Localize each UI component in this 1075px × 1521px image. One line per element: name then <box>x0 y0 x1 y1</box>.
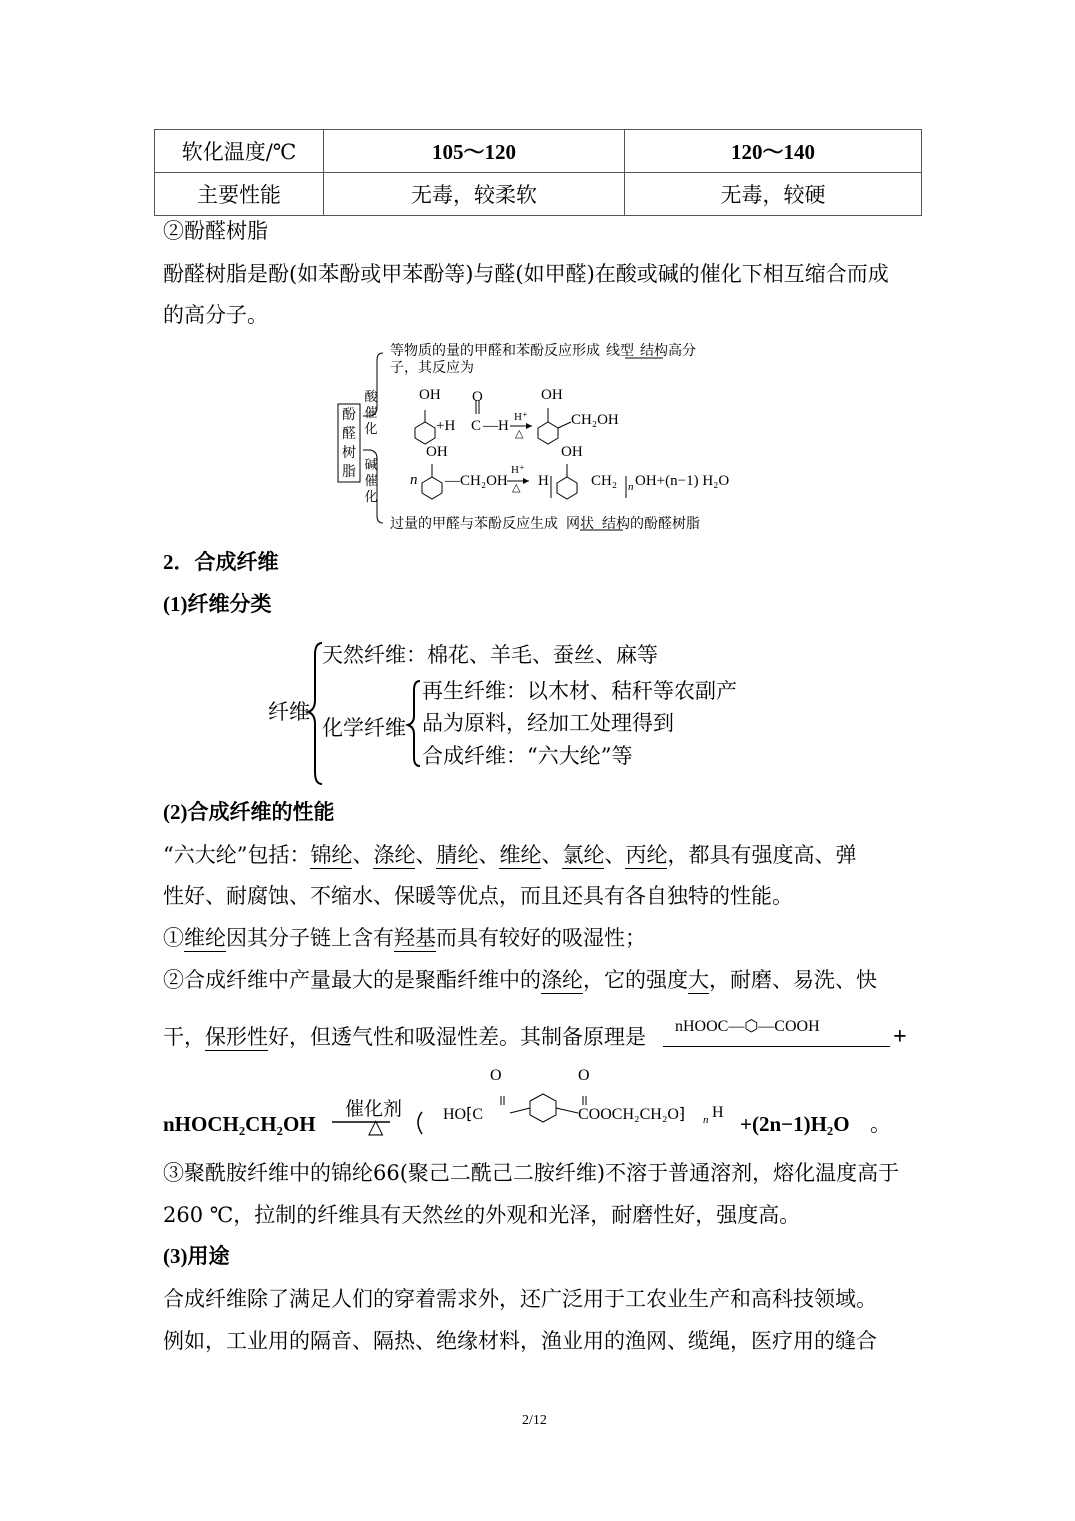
plus-sign: + <box>893 1024 907 1050</box>
fiber-name: 维纶 <box>499 843 542 867</box>
o-label: O <box>472 389 483 405</box>
answer-blank: 保形性 <box>205 1025 268 1049</box>
h-end-label: —H <box>483 418 509 434</box>
table-cell: 120～140 <box>625 130 922 173</box>
tree-root: 纤维 <box>268 700 310 724</box>
oh-label: OH <box>426 444 448 460</box>
phenolic-heading: ②酚醛树脂 <box>163 219 268 243</box>
oh-water-label: OH+(n−1) H₂O <box>635 473 730 489</box>
diagram-top-text-line2: 子，其反应为 <box>390 360 474 376</box>
carbonyl-o-left: O <box>490 1067 502 1084</box>
tree-synthetic: 合成纤维：“六大纶”等 <box>422 744 633 768</box>
props-heading: (2)合成纤维的性能 <box>163 800 335 824</box>
point-2 <box>163 968 877 992</box>
table-row <box>155 130 922 173</box>
diagram-vertical-label <box>342 406 356 482</box>
catalyst-label: H⁺ <box>511 464 525 476</box>
diagram-bottom-text <box>390 516 700 532</box>
text-segment: 结构高分 <box>640 343 696 359</box>
point-2-cont <box>163 1025 646 1049</box>
text-segment: 干， <box>163 1025 205 1049</box>
ch2-label: CH₂ <box>591 473 618 489</box>
text-segment: 过量的甲醛与苯酚反应生成 <box>390 516 558 532</box>
table-cell: 无毒，较柔软 <box>324 173 625 216</box>
eq-catalyst: 催化剂 <box>345 1098 403 1120</box>
label-char: 树 <box>342 445 356 461</box>
n-subscript: n <box>628 481 634 493</box>
phenolic-para-line1: 酚醛树脂是酚(如苯酚或甲苯酚等)与醛(如甲醛)在酸或碱的催化下相互缩合而成 <box>163 262 889 286</box>
tree-regen-line1: 再生纤维：以木材、秸秆等农副产 <box>422 679 737 703</box>
carbonyl-o-right: O <box>578 1067 590 1084</box>
phenolic-para-line2: 的高分子。 <box>163 303 268 327</box>
text-segment: ，耐磨、易洗、快 <box>709 968 877 992</box>
props-line2: 性好、耐腐蚀、不缩水、保暖等优点，而且还具有各自独特的性能。 <box>163 884 793 908</box>
label-char: 碱 <box>364 458 378 473</box>
fiber-name: 锦纶 <box>310 843 353 867</box>
fiber-name: 氯纶 <box>562 843 605 867</box>
diagram-top-text <box>390 343 696 359</box>
text-segment: 好，但透气性和吸湿性差。其制备原理是 <box>268 1025 646 1049</box>
eq-end: 。 <box>870 1112 891 1136</box>
properties-table <box>154 129 922 216</box>
oh-label: OH <box>541 387 563 403</box>
plus-h-label: +H <box>436 418 456 434</box>
label-char: 酸 <box>364 390 378 405</box>
oh-label: OH <box>419 387 441 403</box>
text-segment: 等物质的量的甲醛和苯酚反应形成 <box>390 343 600 359</box>
text-segment: 结构的酚醛树脂 <box>602 516 700 532</box>
text-segment: 因其分子链上含有 <box>226 926 394 950</box>
page-number: 2/12 <box>522 1413 547 1428</box>
answer-blank: 网状 <box>566 516 594 532</box>
h-label: H <box>538 473 549 489</box>
phenolic-resin-diagram <box>335 338 755 538</box>
text-segment: ②合成纤维中产量最大的是聚酯纤维中的 <box>163 968 541 992</box>
text-segment: 而具有较好的吸湿性； <box>436 926 646 950</box>
c-label: C <box>471 418 482 434</box>
table-cell: 105～120 <box>324 130 625 173</box>
ch2oh-label: —CH₂OH <box>445 473 508 489</box>
product-h: H <box>712 1104 724 1121</box>
uses-line2: 例如，工业用的隔音、隔热、绝缘材料，渔业用的渔网、缆绳，医疗用的缝合 <box>163 1329 877 1353</box>
label-char: 脂 <box>342 464 356 480</box>
text-segment: ① <box>163 926 184 950</box>
uses-heading: (3)用途 <box>163 1244 230 1268</box>
classify-heading: (1)纤维分类 <box>163 592 272 616</box>
delta-label: △ <box>512 482 521 494</box>
label-char: 酚 <box>342 407 356 423</box>
tree-natural: 天然纤维：棉花、羊毛、蚕丝、麻等 <box>322 643 658 667</box>
reactant-2: nHOCH₂CH₂OH <box>163 1112 316 1136</box>
oh-label: OH <box>561 444 583 460</box>
fiber-name: 腈纶 <box>436 843 479 867</box>
table-row <box>155 173 922 216</box>
answer-blank: 羟基 <box>394 926 436 950</box>
section-heading: 2．合成纤维 <box>163 550 279 574</box>
acid-label <box>364 390 378 438</box>
tree-chemical: 化学纤维 <box>322 716 406 740</box>
ch2oh-label: CH₂OH <box>571 412 619 428</box>
table-cell: 主要性能 <box>155 173 324 216</box>
answer-blank: 大 <box>688 968 709 992</box>
reactant-1: nHOOC—⬡—COOH <box>675 1018 820 1035</box>
water-product: +(2n−1)H₂O <box>740 1112 850 1136</box>
text-segment: ，它的强度 <box>583 968 688 992</box>
answer-blank: 涤纶 <box>541 968 583 992</box>
equation-underline-1 <box>663 1046 890 1047</box>
eq-delta: △ <box>368 1114 384 1138</box>
label-char: 催 <box>364 406 378 421</box>
label-char: 化 <box>364 422 378 437</box>
base-label <box>364 458 378 506</box>
answer-blank: 线型 <box>606 343 634 359</box>
text-segment: “六大纶”包括： <box>163 843 311 867</box>
catalyst-label: H⁺ <box>514 411 528 423</box>
fiber-name: 丙纶 <box>625 843 668 867</box>
text-segment: ，都具有强度高、弹 <box>667 843 857 867</box>
point-3-line2: 260 ℃，拉制的纤维具有天然丝的外观和光泽，耐磨性好，强度高。 <box>163 1203 801 1227</box>
table-cell: 无毒，较硬 <box>625 173 922 216</box>
answer-blank: 维纶 <box>184 926 226 950</box>
table-cell: 软化温度/℃ <box>155 130 324 173</box>
point-1 <box>163 926 646 950</box>
uses-line1: 合成纤维除了满足人们的穿着需求外，还广泛用于工农业生产和高科技领域。 <box>163 1287 877 1311</box>
product-left: HO⁅C <box>443 1106 484 1123</box>
fiber-name: 涤纶 <box>373 843 416 867</box>
label-char: 醛 <box>342 426 356 442</box>
delta-label: △ <box>515 428 524 440</box>
n-prefix: n <box>410 472 418 488</box>
label-char: 催 <box>364 474 378 489</box>
point-3-line1: ③聚酰胺纤维中的锦纶66(聚己二酰己二胺纤维)不溶于普通溶剂，熔化温度高于 <box>163 1161 900 1185</box>
tree-regen-line2: 品为原料，经加工处理得到 <box>422 711 674 735</box>
product-n: n <box>703 1114 709 1126</box>
product-mid: COOCH₂CH₂O⁆ <box>578 1106 686 1123</box>
six-fibers-line: “六大纶”包括：锦纶、涤纶、腈纶、维纶、氯纶、丙纶，都具有强度高、弹 <box>163 843 857 867</box>
label-char: 化 <box>364 490 378 505</box>
